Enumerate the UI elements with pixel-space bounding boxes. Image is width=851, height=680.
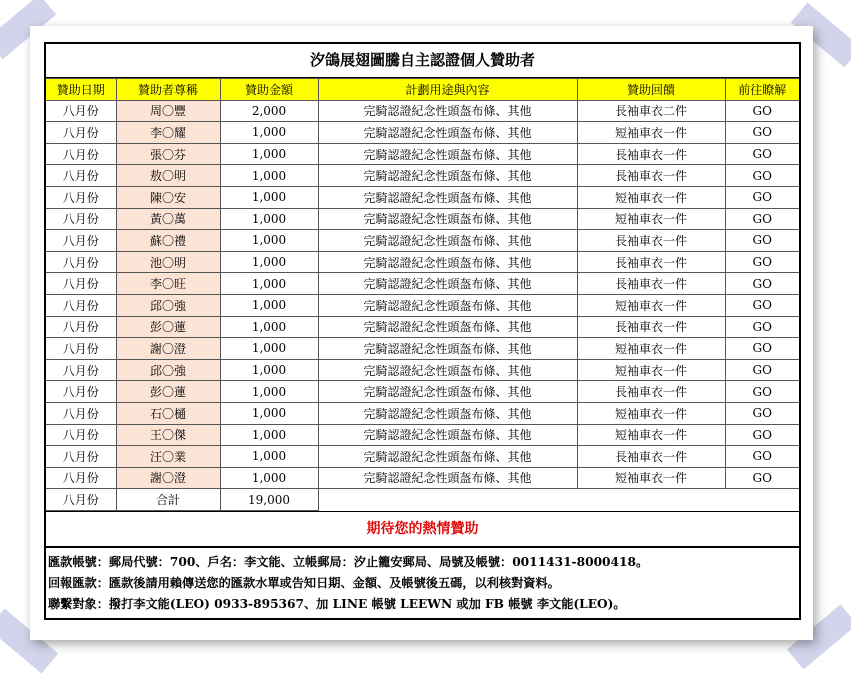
note-contact: 聯繫對象：撥打李文能(LEO) 0933-895367、加 LINE 帳號 LEEWN 或加 FB 帳號 李文能(LEO)。 bbox=[48, 596, 626, 611]
table-row bbox=[46, 424, 799, 446]
row-go[interactable]: GO bbox=[725, 316, 799, 338]
row-amount: 1,000 bbox=[220, 424, 318, 446]
row-reward: 短袖車衣一件 bbox=[577, 359, 725, 381]
header-name: 贊助者尊稱 bbox=[116, 79, 220, 101]
row-purpose: 完騎認證紀念性頭盔布條、其他 bbox=[318, 273, 577, 295]
row-purpose: 完騎認證紀念性頭盔布條、其他 bbox=[318, 316, 577, 338]
note-report: 回報匯款：匯款後請用賴傳送您的匯款水單或告知日期、金額、及帳號後五碼，以利核對資料。 bbox=[48, 575, 560, 590]
row-date: 八月份 bbox=[46, 143, 116, 165]
header-amount: 贊助金額 bbox=[220, 79, 318, 101]
row-amount: 2,000 bbox=[220, 100, 318, 122]
row-reward: 長袖車衣一件 bbox=[577, 273, 725, 295]
row-purpose: 完騎認證紀念性頭盔布條、其他 bbox=[318, 208, 577, 230]
row-date: 八月份 bbox=[46, 467, 116, 489]
row-reward: 長袖車衣一件 bbox=[577, 251, 725, 273]
table-row bbox=[46, 208, 799, 230]
row-go[interactable]: GO bbox=[725, 143, 799, 165]
row-purpose: 完騎認證紀念性頭盔布條、其他 bbox=[318, 165, 577, 187]
sheet-title: 汐鴿展翅圖騰自主認證個人贊助者 bbox=[46, 44, 799, 78]
photo-card bbox=[30, 26, 813, 640]
row-reward: 短袖車衣一件 bbox=[577, 208, 725, 230]
table-row bbox=[46, 316, 799, 338]
row-purpose: 完騎認證紀念性頭盔布條、其他 bbox=[318, 467, 577, 489]
row-date: 八月份 bbox=[46, 381, 116, 403]
row-reward: 短袖車衣一件 bbox=[577, 402, 725, 424]
row-purpose: 完騎認證紀念性頭盔布條、其他 bbox=[318, 381, 577, 403]
row-purpose: 完騎認證紀念性頭盔布條、其他 bbox=[318, 100, 577, 122]
row-reward: 長袖車衣一件 bbox=[577, 143, 725, 165]
row-purpose: 完騎認證紀念性頭盔布條、其他 bbox=[318, 359, 577, 381]
row-date: 八月份 bbox=[46, 402, 116, 424]
row-amount: 1,000 bbox=[220, 165, 318, 187]
table-row bbox=[46, 294, 799, 316]
row-go[interactable]: GO bbox=[725, 251, 799, 273]
row-go[interactable]: GO bbox=[725, 186, 799, 208]
row-reward: 短袖車衣一件 bbox=[577, 338, 725, 360]
row-purpose: 完騎認證紀念性頭盔布條、其他 bbox=[318, 446, 577, 468]
row-name: 張〇芬 bbox=[116, 143, 220, 165]
row-date: 八月份 bbox=[46, 251, 116, 273]
row-go[interactable]: GO bbox=[725, 100, 799, 122]
sponsor-table bbox=[46, 78, 799, 511]
row-go[interactable]: GO bbox=[725, 381, 799, 403]
row-go[interactable]: GO bbox=[725, 294, 799, 316]
row-amount: 1,000 bbox=[220, 381, 318, 403]
header-go: 前往瞭解 bbox=[725, 79, 799, 101]
row-purpose: 完騎認證紀念性頭盔布條、其他 bbox=[318, 230, 577, 252]
row-go[interactable]: GO bbox=[725, 402, 799, 424]
row-go[interactable]: GO bbox=[725, 273, 799, 295]
table-row bbox=[46, 402, 799, 424]
row-name: 彭〇蓮 bbox=[116, 381, 220, 403]
row-go[interactable]: GO bbox=[725, 165, 799, 187]
row-go[interactable]: GO bbox=[725, 446, 799, 468]
table-row bbox=[46, 273, 799, 295]
header-reward: 贊助回饋 bbox=[577, 79, 725, 101]
row-amount: 1,000 bbox=[220, 273, 318, 295]
table-row bbox=[46, 230, 799, 252]
row-name: 石〇樋 bbox=[116, 402, 220, 424]
total-blank bbox=[318, 489, 799, 511]
row-date: 八月份 bbox=[46, 294, 116, 316]
row-name: 王〇傑 bbox=[116, 424, 220, 446]
table-row bbox=[46, 143, 799, 165]
table-row bbox=[46, 359, 799, 381]
row-name: 周〇豐 bbox=[116, 100, 220, 122]
row-go[interactable]: GO bbox=[725, 467, 799, 489]
row-reward: 長袖車衣一件 bbox=[577, 165, 725, 187]
row-name: 謝〇澄 bbox=[116, 467, 220, 489]
row-reward: 短袖車衣一件 bbox=[577, 186, 725, 208]
row-amount: 1,000 bbox=[220, 467, 318, 489]
row-name: 池〇明 bbox=[116, 251, 220, 273]
table-row bbox=[46, 381, 799, 403]
row-date: 八月份 bbox=[46, 230, 116, 252]
row-name: 敖〇明 bbox=[116, 165, 220, 187]
table-row bbox=[46, 251, 799, 273]
row-date: 八月份 bbox=[46, 446, 116, 468]
row-purpose: 完騎認證紀念性頭盔布條、其他 bbox=[318, 402, 577, 424]
row-reward: 短袖車衣一件 bbox=[577, 122, 725, 144]
row-purpose: 完騎認證紀念性頭盔布條、其他 bbox=[318, 424, 577, 446]
row-go[interactable]: GO bbox=[725, 230, 799, 252]
row-name: 蘇〇禮 bbox=[116, 230, 220, 252]
row-reward: 長袖車衣一件 bbox=[577, 446, 725, 468]
row-reward: 長袖車衣二件 bbox=[577, 100, 725, 122]
header-row bbox=[46, 79, 799, 101]
row-name: 陳〇安 bbox=[116, 186, 220, 208]
row-date: 八月份 bbox=[46, 338, 116, 360]
row-go[interactable]: GO bbox=[725, 338, 799, 360]
row-reward: 長袖車衣一件 bbox=[577, 381, 725, 403]
row-purpose: 完騎認證紀念性頭盔布條、其他 bbox=[318, 338, 577, 360]
row-purpose: 完騎認證紀念性頭盔布條、其他 bbox=[318, 186, 577, 208]
row-amount: 1,000 bbox=[220, 186, 318, 208]
row-date: 八月份 bbox=[46, 122, 116, 144]
row-purpose: 完騎認證紀念性頭盔布條、其他 bbox=[318, 294, 577, 316]
row-amount: 1,000 bbox=[220, 446, 318, 468]
table-row bbox=[46, 338, 799, 360]
row-reward: 短袖車衣一件 bbox=[577, 467, 725, 489]
row-date: 八月份 bbox=[46, 359, 116, 381]
row-name: 謝〇澄 bbox=[116, 338, 220, 360]
total-row bbox=[46, 489, 799, 511]
row-purpose: 完騎認證紀念性頭盔布條、其他 bbox=[318, 251, 577, 273]
header-date: 贊助日期 bbox=[46, 79, 116, 101]
row-date: 八月份 bbox=[46, 165, 116, 187]
total-label: 合計 bbox=[116, 489, 220, 511]
row-go[interactable]: GO bbox=[725, 424, 799, 446]
row-date: 八月份 bbox=[46, 208, 116, 230]
row-amount: 1,000 bbox=[220, 122, 318, 144]
row-date: 八月份 bbox=[46, 186, 116, 208]
table-row bbox=[46, 446, 799, 468]
row-amount: 1,000 bbox=[220, 402, 318, 424]
row-go[interactable]: GO bbox=[725, 122, 799, 144]
row-amount: 1,000 bbox=[220, 316, 318, 338]
closing-message: 期待您的熱情贊助 bbox=[46, 511, 799, 546]
row-date: 八月份 bbox=[46, 316, 116, 338]
sponsor-sheet bbox=[44, 42, 801, 620]
table-row bbox=[46, 165, 799, 187]
row-amount: 1,000 bbox=[220, 230, 318, 252]
table-row bbox=[46, 122, 799, 144]
row-amount: 1,000 bbox=[220, 208, 318, 230]
row-reward: 長袖車衣一件 bbox=[577, 230, 725, 252]
row-name: 汪〇業 bbox=[116, 446, 220, 468]
row-reward: 短袖車衣一件 bbox=[577, 424, 725, 446]
row-amount: 1,000 bbox=[220, 338, 318, 360]
total-amount: 19,000 bbox=[220, 489, 318, 511]
row-name: 邱〇強 bbox=[116, 359, 220, 381]
row-name: 黃〇萬 bbox=[116, 208, 220, 230]
row-go[interactable]: GO bbox=[725, 208, 799, 230]
row-date: 八月份 bbox=[46, 273, 116, 295]
row-date: 八月份 bbox=[46, 424, 116, 446]
row-date: 八月份 bbox=[46, 100, 116, 122]
row-name: 邱〇強 bbox=[116, 294, 220, 316]
row-amount: 1,000 bbox=[220, 294, 318, 316]
row-amount: 1,000 bbox=[220, 251, 318, 273]
row-purpose: 完騎認證紀念性頭盔布條、其他 bbox=[318, 122, 577, 144]
notes bbox=[46, 546, 799, 618]
row-reward: 短袖車衣一件 bbox=[577, 294, 725, 316]
total-month: 八月份 bbox=[46, 489, 116, 511]
row-name: 李〇旺 bbox=[116, 273, 220, 295]
row-name: 李〇耀 bbox=[116, 122, 220, 144]
table-row bbox=[46, 100, 799, 122]
row-reward: 長袖車衣一件 bbox=[577, 316, 725, 338]
row-go[interactable]: GO bbox=[725, 359, 799, 381]
header-purpose: 計劃用途與內容 bbox=[318, 79, 577, 101]
row-name: 彭〇蓮 bbox=[116, 316, 220, 338]
note-account: 匯款帳號：郵局代號：700、戶名：李文能、立帳郵局：汐止籠安郵局、局號及帳號：0011431-8000418。 bbox=[48, 554, 649, 569]
table-row bbox=[46, 186, 799, 208]
row-amount: 1,000 bbox=[220, 359, 318, 381]
row-purpose: 完騎認證紀念性頭盔布條、其他 bbox=[318, 143, 577, 165]
table-row bbox=[46, 467, 799, 489]
row-amount: 1,000 bbox=[220, 143, 318, 165]
